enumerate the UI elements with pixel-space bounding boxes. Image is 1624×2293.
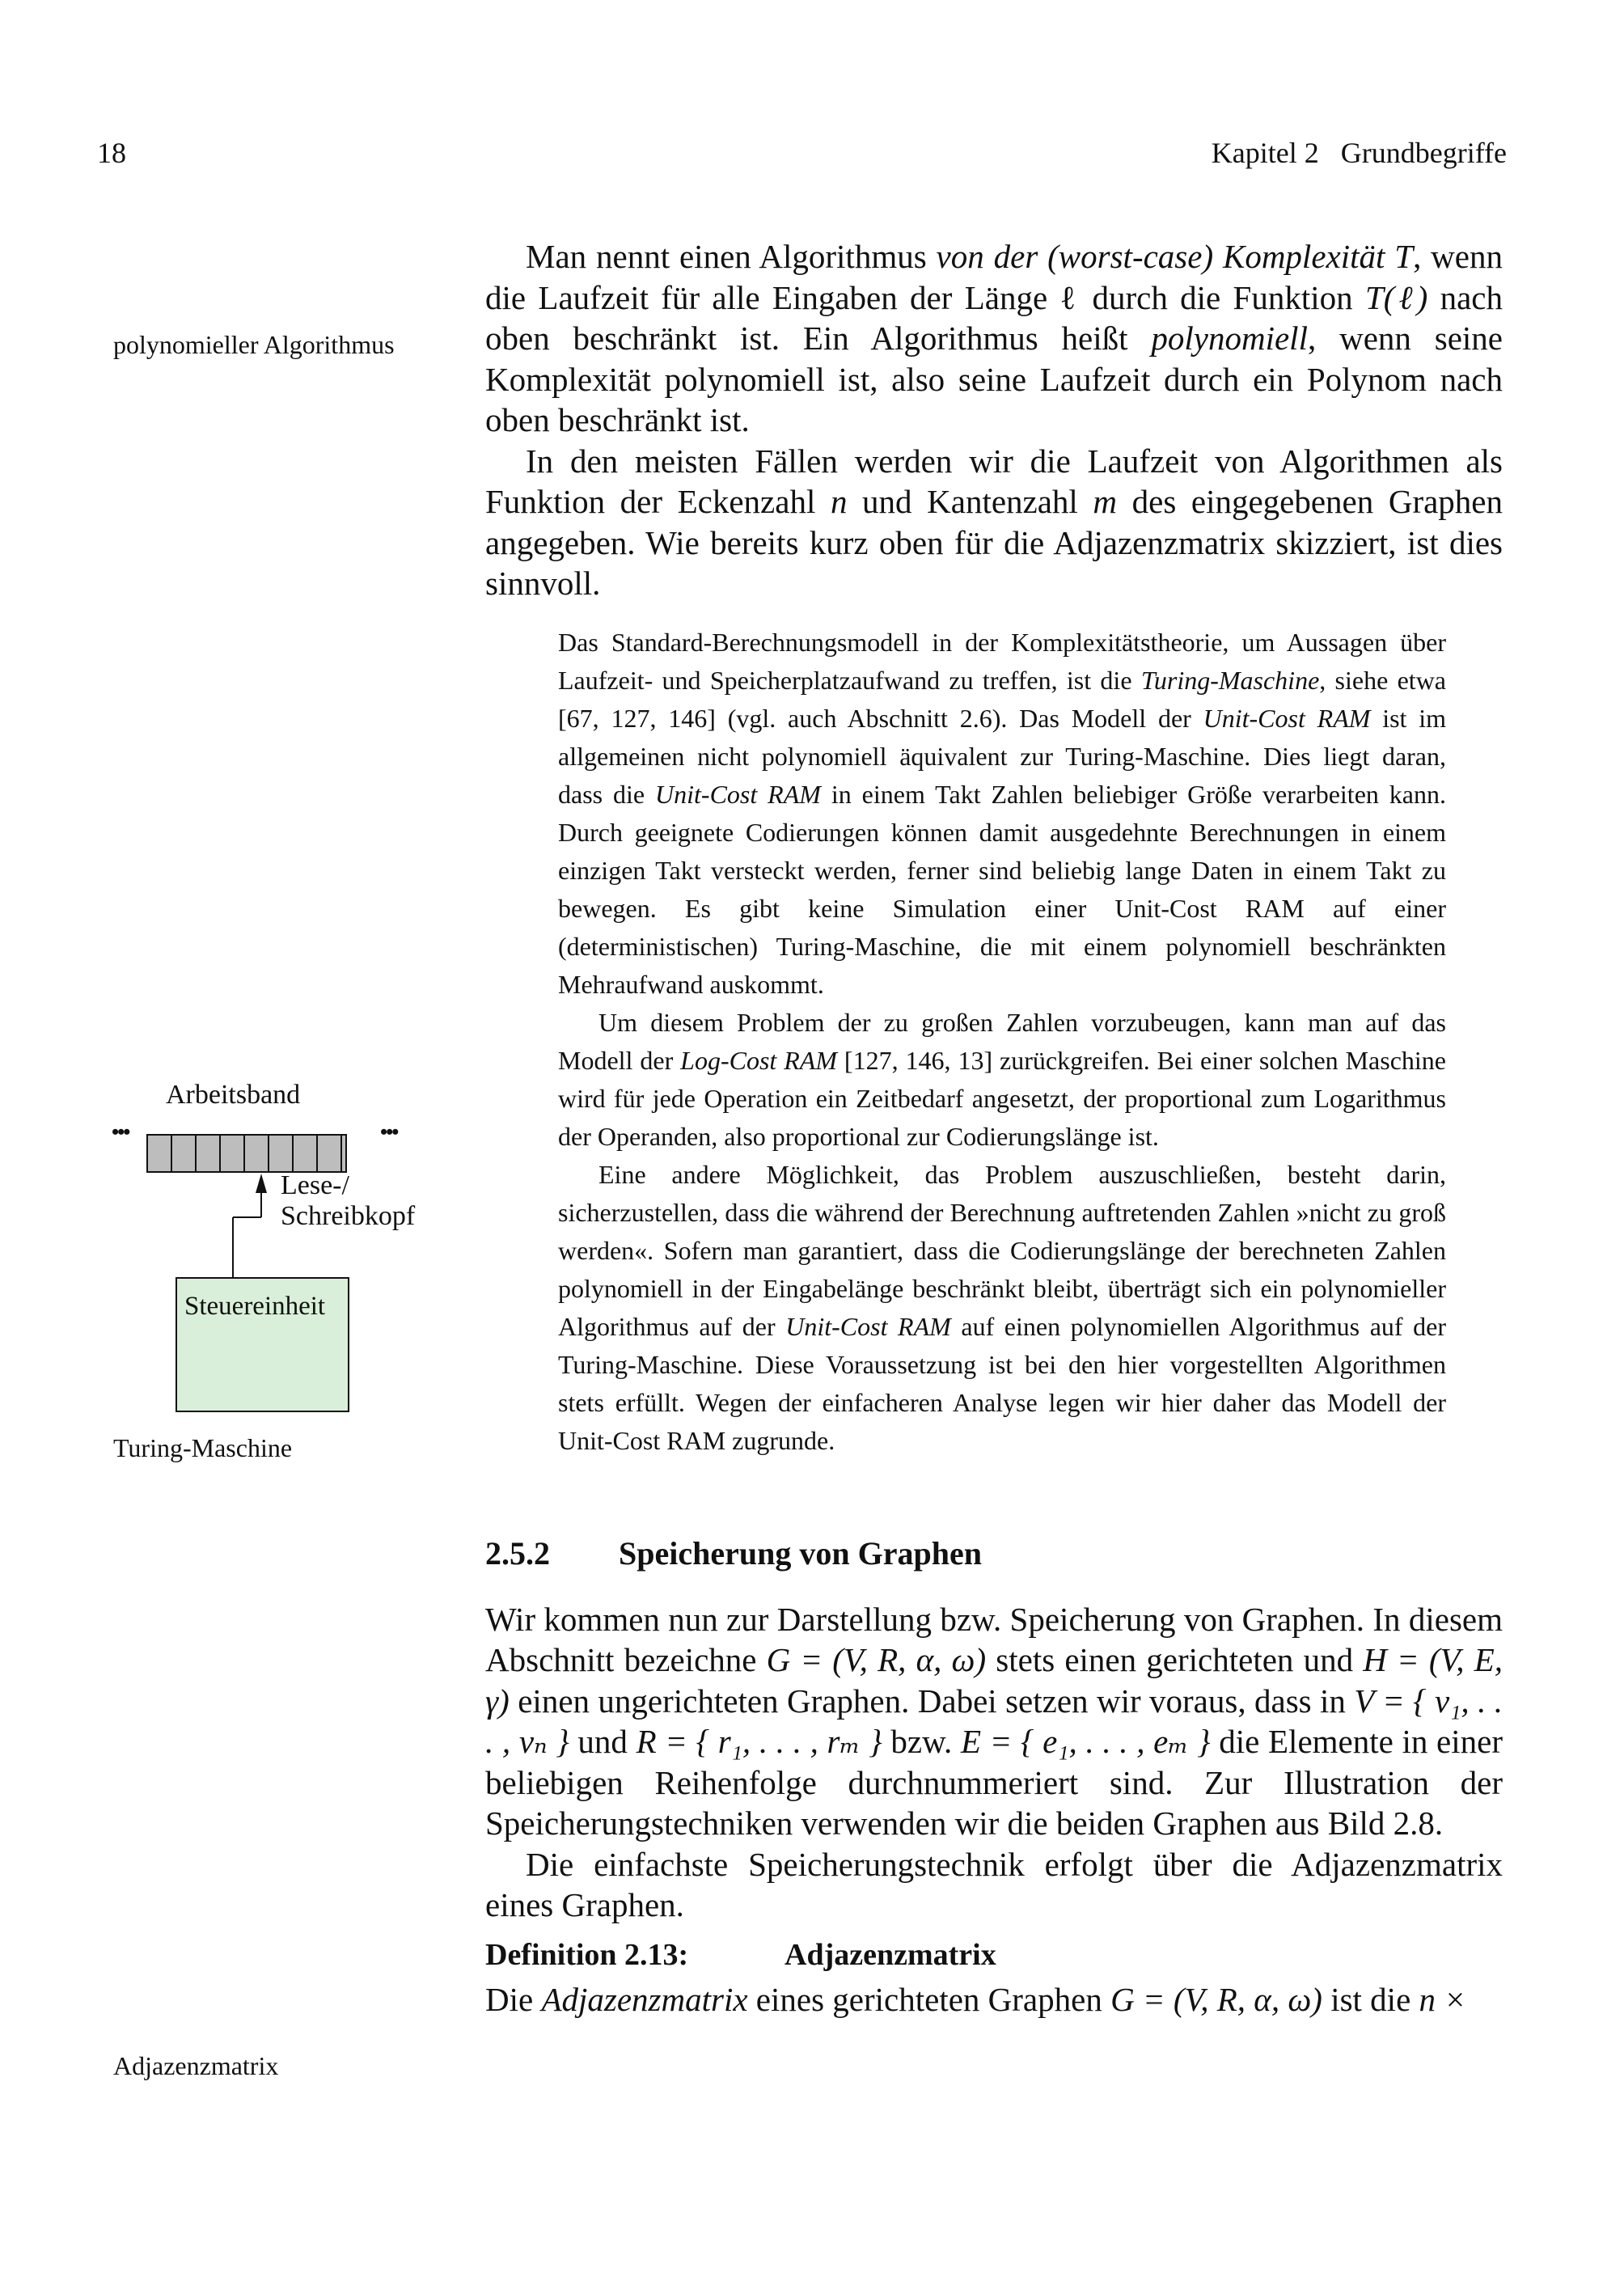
section-number: 2.5.2 — [485, 1534, 550, 1572]
definition-title: Adjazenzmatrix — [785, 1937, 996, 1972]
running-header — [1212, 136, 1507, 170]
head-arrow-icon — [256, 1174, 267, 1193]
margin-note-polynomial: polynomieller Algorithmus — [113, 330, 395, 359]
section-title: Speicherung von Graphen — [619, 1534, 982, 1572]
margin-note-turing: Turing-Maschine — [113, 1433, 293, 1462]
chapter-title: Grundbegriffe — [1340, 137, 1507, 169]
small-paragraph-alternative: Eine andere Möglichkeit, das Problem auszuschließen, besteht darin, sicherzustellen, dass die während der Berechnung auftretenden Zahlen »nicht zu groß werden«. Sofern man garantiert, dass die Codierungslänge der berechneten Zahlen polynomiell in der Eingabelänge beschränkt bleibt, überträgt sich ein polynomieller Algorithmus auf der Unit-Cost RAM auf einen polynomiellen Algorithmus auf der Turing-Maschine. Diese Voraussetzung ist bei den hier vorgestellten Algorithmen stets erfüllt. Wegen der einfacheren Analyse legen wir hier daher das Modell der Unit-Cost RAM zugrunde. — [558, 1159, 1447, 1455]
definition-label: Definition 2.13: — [485, 1937, 689, 1972]
section-heading — [485, 1534, 1503, 1583]
small-print-block — [558, 624, 1446, 1460]
small-paragraph-model: Das Standard-Berechnungsmodell in der Komplexitätstheorie, um Aussagen über Laufzeit- und Speicherplatzaufwand zu treffen, ist die Turing-Maschine, siehe etwa [67, 127, 146] (vgl. auch Abschnitt 2.6). Das Modell der Unit-Cost RAM ist im allgemeinen nicht polynomiell äquivalent zur Turing-Maschine. Dies liegt daran, dass die Unit-Cost RAM in einem Takt Zahlen beliebiger Größe verarbeiten kann. Durch geeignete Codierungen können damit ausgedehnte Berechnungen in einem einzigen Takt versteckt werden, ferner sind beliebig lange Daten in einem Takt zu bewegen. Es gibt keine Simulation einer Unit-Cost RAM auf einer (deterministischen) Turing-Maschine, die mit einem polynomiell beschränkten Mehraufwand auskommt. — [558, 627, 1447, 999]
paragraph-definition: Die Adjazenzmatrix eines gerichteten Graphen G = (V, R, α, ω) ist die n × — [485, 1980, 1466, 2018]
paragraph-adjacency-intro: Die einfachste Speicherungstechnik erfolgt über die Adjazenzmatrix eines Graphen. — [485, 1845, 1503, 1923]
turing-machine-figure — [113, 1080, 437, 1419]
chapter-label: Kapitel 2 — [1211, 137, 1319, 169]
control-unit-label: Steuereinheit — [184, 1292, 326, 1321]
definition-heading — [485, 1937, 1503, 1979]
tape-label: Arbeitsband — [166, 1080, 301, 1110]
page-number: 18 — [97, 137, 126, 169]
small-paragraph-logcost: Um diesem Problem der zu großen Zahlen vorzubeugen, kann man auf das Modell der Log-Cost RAM [127, 146, 13] zurückgreifen. Bei einer solchen Maschine wird für jede Operation ein Zeitbedarf angesetzt, der proportional zum Logarithmus der Operanden, also proportional zur Codierungslänge ist. — [558, 1007, 1447, 1151]
tape-dots-left: ••• — [112, 1120, 129, 1144]
paragraph-storage: Wir kommen nun zur Darstellung bzw. Speicherung von Graphen. In diesem Abschnitt bezeichne G = (V, R, α, ω) stets einen gerichteten und H = (V, E, γ) einen ungerichteten Graphen. Dabei setzen wir voraus, dass in V = { v₁, . . . , vₙ } und R = { r₁, . . . , rₘ } bzw. E = { e₁, . . . , eₘ } die Elemente in einer beliebigen Reihenfolge durchnummeriert sind. Zur Illustration der Speicherungstechniken verwenden wir die beiden Graphen aus Bild 2.8. — [485, 1600, 1503, 1842]
margin-note-adjacency: Adjazenzmatrix — [113, 2051, 279, 2080]
tape-dots-right: ••• — [380, 1120, 398, 1144]
main-column — [485, 236, 1503, 2020]
paragraph-complexity: Man nennt einen Algorithmus von der (worst-case) Komplexität T, wenn die Laufzeit für alle Eingaben der Länge ℓ durch die Funktion T(ℓ) nach oben beschränkt ist. Ein Algorithmus heißt polynomiell, wenn seine Komplexität polynomiell ist, also seine Laufzeit durch ein Polynom nach oben beschränkt ist. — [485, 238, 1503, 438]
head-label: Lese-/ Schreibkopf — [281, 1170, 416, 1231]
paragraph-runtime: In den meisten Fällen werden wir die Laufzeit von Algorithmen als Funktion der Eckenzahl n und Kantenzahl m des eingegebenen Graphen angegeben. Wie bereits kurz oben für die Adjazenzmatrix skizziert, ist dies sinnvoll. — [485, 442, 1503, 602]
